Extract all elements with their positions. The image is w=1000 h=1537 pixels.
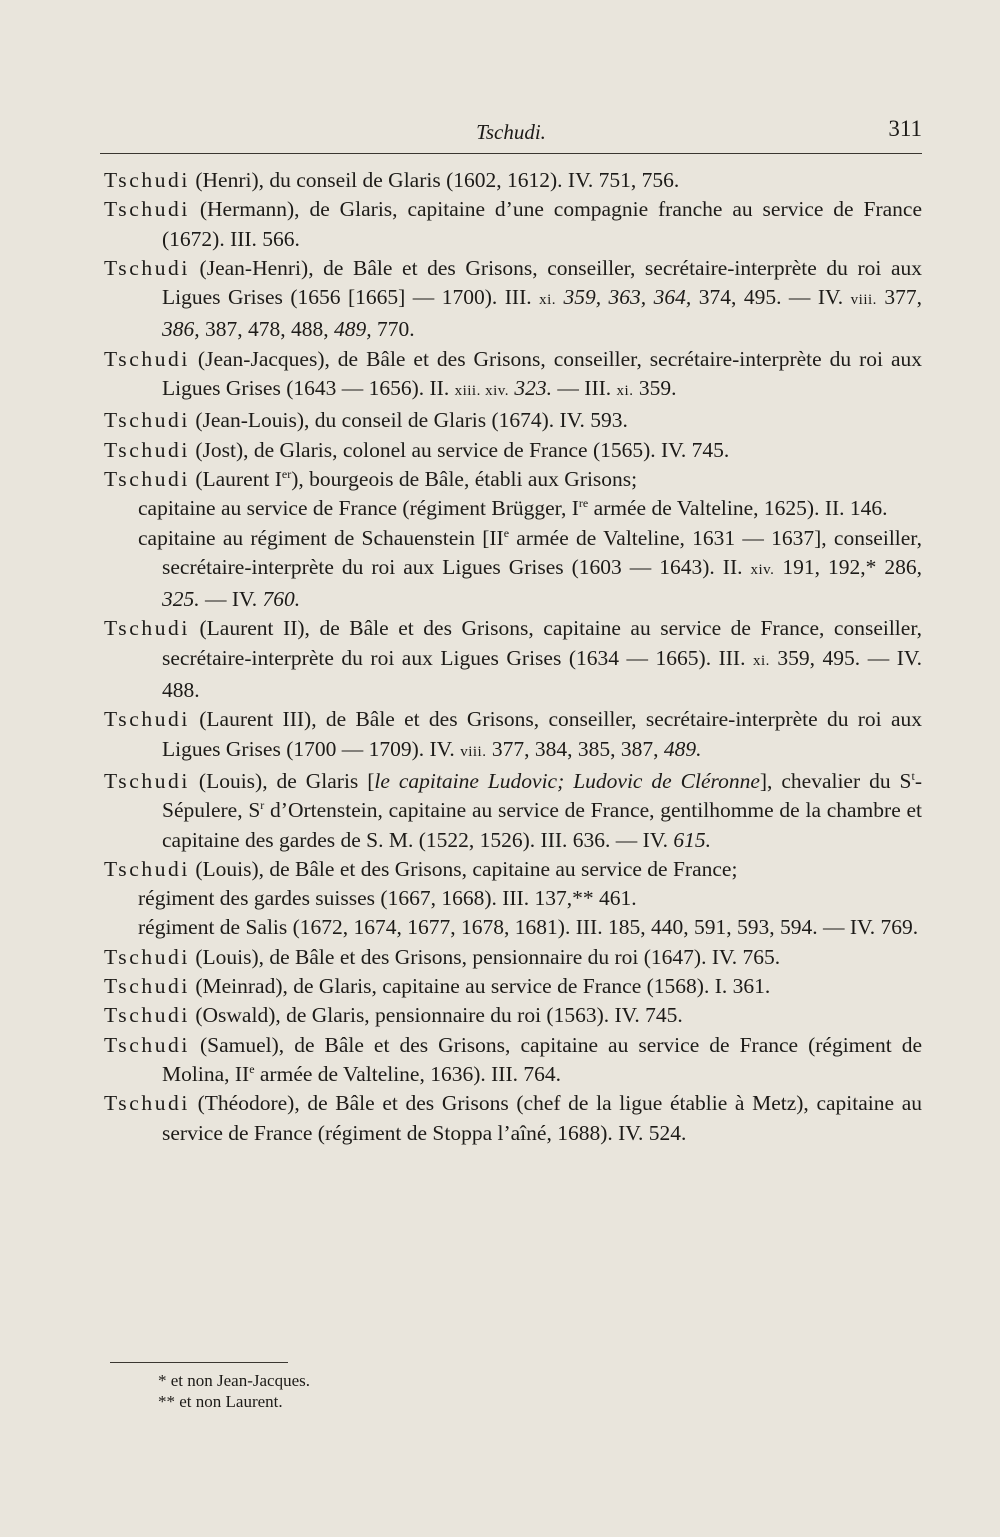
entry-text: (Samuel), de Bâle et des Grisons, capitaine au service de France (régiment de Molina, II — [162, 1032, 922, 1086]
entry-name: Tschudi — [104, 408, 190, 433]
italic-ref: 615. — [673, 827, 711, 852]
index-entry — [104, 1089, 922, 1148]
index-entry — [104, 1001, 922, 1030]
index-entry — [104, 705, 922, 767]
entry-text: (Hermann), de Glaris, capitaine d’une compagnie franche au service de France (1672). III. 566. — [162, 197, 922, 251]
entry-text: 191, 192,* 286, — [774, 554, 922, 579]
superscript: e — [249, 1061, 255, 1076]
entry-text: (Louis), de Bâle et des Grisons, pensionnaire du roi (1647). IV. 765. — [189, 944, 781, 969]
italic-ref: 489. — [663, 736, 702, 761]
page-number: 311 — [888, 116, 922, 141]
entry-name: Tschudi — [104, 255, 190, 280]
entry-text: ], chevalier du S — [759, 768, 912, 793]
entry-text: d’Ortenstein, capitaine au service de France, gentilhomme de la chambre et capitaine des gardes de S. M. (1522, 1526). III. 636. — IV. — [162, 798, 922, 852]
entry-text: (Jean-Louis), du conseil de Glaris (1674). IV. 593. — [189, 408, 628, 433]
entry-text: (Jean-Henri), de Bâle et des Grisons, conseiller, secrétaire-interprète du roi aux Ligues Grises (1656 [1665] — 1700). III. — [162, 255, 922, 310]
entry-text: 377, 384, 385, 387, — [486, 736, 664, 761]
superscript: t — [911, 768, 915, 783]
footnote: * et non Jean-Jacques. — [158, 1371, 311, 1390]
entry-text: armée de Valteline, 1631 — 1637], conseiller, secrétaire-interprète du roi aux Ligues Grises (1603 — 1643). II. — [162, 525, 922, 579]
entry-text: 770. — [371, 317, 415, 342]
index-entry — [104, 345, 922, 407]
entry-text: armée de Valteline, 1625). II. 146. — [588, 496, 888, 521]
entry-text: (Jost), de Glaris, colonel au service de France (1565). IV. 745. — [189, 437, 730, 462]
italic-ref: 489, — [334, 317, 372, 342]
running-header — [100, 112, 922, 152]
sub-entry — [104, 524, 922, 615]
entry-name: Tschudi — [104, 1032, 190, 1057]
entry-name: Tschudi — [104, 707, 190, 732]
index-entry — [104, 406, 922, 435]
running-title: Tschudi. — [476, 120, 546, 144]
entry-name: Tschudi — [104, 437, 190, 462]
roman-ref: xi. — [539, 292, 556, 309]
entry-name: Tschudi — [104, 1003, 190, 1028]
italic-ref: 760. — [262, 587, 301, 612]
roman-ref: xiii. xiv. — [454, 383, 510, 400]
index-entry — [104, 166, 922, 195]
entry-name: Tschudi — [104, 856, 190, 881]
index-entry — [104, 195, 922, 254]
roman-ref: viii. — [850, 292, 877, 309]
entry-name: Tschudi — [104, 466, 190, 491]
entry-name: Tschudi — [104, 944, 190, 969]
superscript: r — [260, 798, 265, 813]
superscript: e — [503, 525, 510, 540]
entry-text: — III. — [552, 376, 617, 401]
entry-name: Tschudi — [104, 616, 190, 641]
index-entries — [104, 166, 922, 1148]
index-entry — [104, 1031, 922, 1090]
entry-text: régiment des gardes suisses (1667, 1668). III. 137,** 461. — [138, 886, 637, 911]
italic-ref: 386, — [162, 317, 200, 342]
superscript: er — [281, 466, 292, 481]
entry-text: 359, 495. — IV. 488. — [162, 645, 922, 703]
footnotes — [158, 1370, 310, 1412]
entry-text: capitaine au régiment de Schauenstein [II — [138, 525, 504, 550]
entry-text: ), bourgeois de Bâle, établi aux Grisons; — [291, 466, 638, 491]
italic-alias: le capitaine Ludovic; Ludovic de Cléronne — [374, 768, 760, 793]
entry-text: (Jean-Jacques), de Bâle et des Grisons, conseiller, secrétaire-interprète du roi aux Ligues Grises (1643 — 1656). II. — [162, 346, 922, 401]
entry-name: Tschudi — [104, 768, 190, 793]
entry-text: 377, — [876, 285, 923, 310]
entry-text: -Sépulere, S — [162, 768, 922, 823]
footnote: ** et non Laurent. — [158, 1392, 283, 1411]
index-entry — [104, 254, 922, 345]
entry-text: 374, 495. — IV. — [691, 285, 851, 310]
index-entry — [104, 465, 922, 494]
sub-entry — [104, 494, 922, 523]
entry-text: (Louis), de Glaris [ — [189, 768, 375, 793]
index-entry — [104, 943, 922, 972]
italic-ref: 359, 363, 364, — [556, 285, 692, 310]
entry-name: Tschudi — [104, 197, 190, 222]
entry-name: Tschudi — [104, 168, 190, 192]
entry-text: régiment de Salis (1672, 1674, 1677, 1678, 1681). III. 185, 440, 591, 593, 594. — IV. 769. — [138, 915, 919, 940]
entry-name: Tschudi — [104, 346, 190, 371]
entry-text: capitaine au service de France (régiment Brügger, I — [138, 496, 579, 521]
entry-name: Tschudi — [104, 974, 190, 999]
header-rule — [100, 153, 922, 154]
entry-text: (Laurent III), de Bâle et des Grisons, conseiller, secrétaire-interprète du roi aux Ligues Grises (1700 — 1709). IV. — [162, 707, 922, 761]
entry-text: (Henri), du conseil de Glaris (1602, 1612). IV. 751, 756. — [189, 168, 680, 192]
entry-text: — IV. — [199, 587, 263, 612]
sub-entry — [104, 913, 922, 942]
entry-text: 387, 478, 488, — [199, 317, 334, 342]
entry-name: Tschudi — [104, 1091, 190, 1116]
italic-ref: 325. — [162, 587, 200, 612]
entry-text: (Théodore), de Bâle et des Grisons (chef de la ligue établie à Metz), capitaine au service de France (régiment de Stoppa l’aîné, 1688). IV. 524. — [162, 1091, 922, 1145]
index-entry — [104, 767, 922, 855]
entry-text: armée de Valteline, 1636). III. 764. — [254, 1061, 561, 1086]
roman-ref: viii. — [460, 743, 487, 760]
index-entry — [104, 855, 922, 884]
roman-ref: xi. — [616, 383, 634, 400]
index-entry — [104, 436, 922, 465]
entry-text: (Laurent II), de Bâle et des Grisons, capitaine au service de France, conseiller, secrétaire-interprète du roi aux Ligues Grises (1634 — 1665). III. — [162, 616, 922, 670]
entry-text: (Laurent I — [189, 466, 282, 491]
roman-ref: xiv. — [750, 561, 775, 578]
index-entry — [104, 614, 922, 705]
entry-text: (Meinrad), de Glaris, capitaine au service de France (1568). I. 361. — [189, 974, 771, 999]
superscript: re — [578, 496, 589, 511]
entry-text: (Louis), de Bâle et des Grisons, capitaine au service de France; — [189, 856, 738, 881]
italic-ref: 323. — [509, 376, 553, 401]
roman-ref: xi. — [752, 652, 770, 669]
footnote-rule — [110, 1362, 288, 1363]
entry-text: 359. — [633, 376, 677, 401]
sub-entry — [104, 884, 922, 913]
entry-text: (Oswald), de Glaris, pensionnaire du roi (1563). IV. 745. — [189, 1003, 683, 1028]
index-entry — [104, 972, 922, 1001]
